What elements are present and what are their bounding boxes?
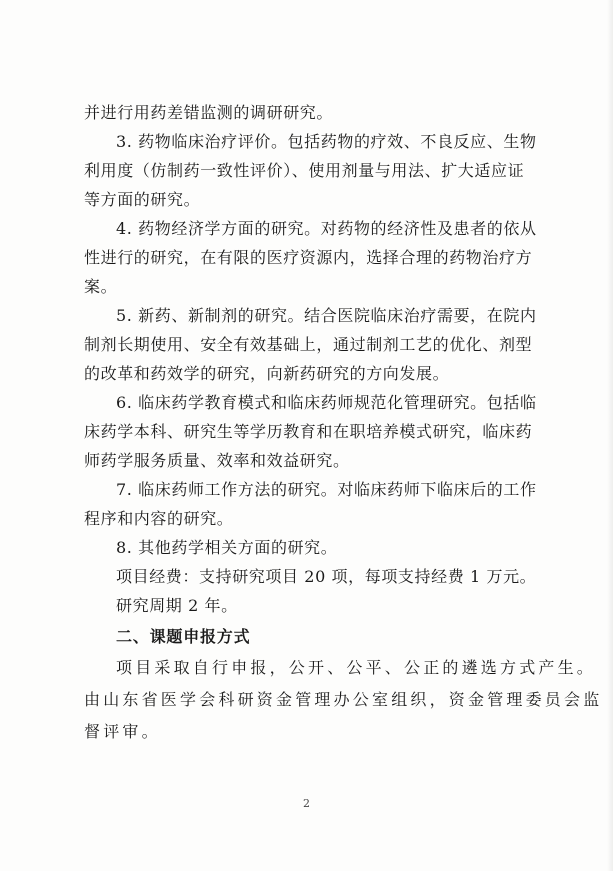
text-line: 制剂长期使用、安全有效基础上，通过制剂工艺的优化、剂型 xyxy=(84,335,533,354)
text-line: 师药学服务质量、效率和效益研究。 xyxy=(84,451,350,470)
paragraph xyxy=(84,591,532,620)
text-line: 研究周期 2 年。 xyxy=(116,596,238,615)
text-line: 案。 xyxy=(84,277,118,296)
page-edge-shadow xyxy=(607,0,613,871)
text-line: 3. 药物临床治疗评价。包括药物的疗效、不良反应、生物 xyxy=(116,132,537,151)
paragraph xyxy=(84,127,537,214)
document-body xyxy=(84,98,603,748)
text-line: 利用度（仿制药一致性评价）、使用剂量与用法、扩大适应证 xyxy=(84,161,525,180)
page-number: 2 xyxy=(303,797,310,810)
text-line: 督评审。 xyxy=(84,722,161,741)
text-line: 由山东省医学会科研资金管理办公室组织，资金管理委员会监 xyxy=(84,690,603,709)
text-line: 性进行的研究，在有限的医疗资源内，选择合理的药物治疗方 xyxy=(84,248,533,267)
paragraph xyxy=(84,388,537,475)
text-line: 程序和内容的研究。 xyxy=(84,509,234,528)
text-line: 项目采取自行申报，公开、公平、公正的遴选方式产生。 xyxy=(116,658,597,677)
paragraph xyxy=(84,652,603,748)
paragraph xyxy=(84,301,537,388)
paragraph xyxy=(84,475,537,533)
section-heading: 二、课题申报方式 xyxy=(116,627,251,646)
text-line: 5. 新药、新制剂的研究。结合医院临床治疗需要，在院内 xyxy=(116,306,537,325)
text-line: 8. 其他药学相关方面的研究。 xyxy=(116,538,338,557)
text-line: 床药学本科、研究生等学历教育和在职培养模式研究，临床药 xyxy=(84,422,533,441)
text-line: 6. 临床药学教育模式和临床药师规范化管理研究。包括临 xyxy=(116,393,537,412)
text-line: 的改革和药效学的研究，向新药研究的方向发展。 xyxy=(84,364,450,383)
paragraph xyxy=(84,214,537,301)
text-line: 等方面的研究。 xyxy=(84,190,201,209)
text-line: 4. 药物经济学方面的研究。对药物的经济性及患者的依从 xyxy=(116,219,537,238)
scan-speck-icon xyxy=(257,699,265,707)
paragraph xyxy=(84,533,532,562)
paragraph xyxy=(84,562,537,591)
text-line: 项目经费：支持研究项目 20 项，每项支持经费 1 万元。 xyxy=(116,567,537,586)
text-line: 7. 临床药师工作方法的研究。对临床药师下临床后的工作 xyxy=(116,480,537,499)
paragraph xyxy=(84,98,532,127)
text-line: 并进行用药差错监测的调研研究。 xyxy=(84,103,334,122)
